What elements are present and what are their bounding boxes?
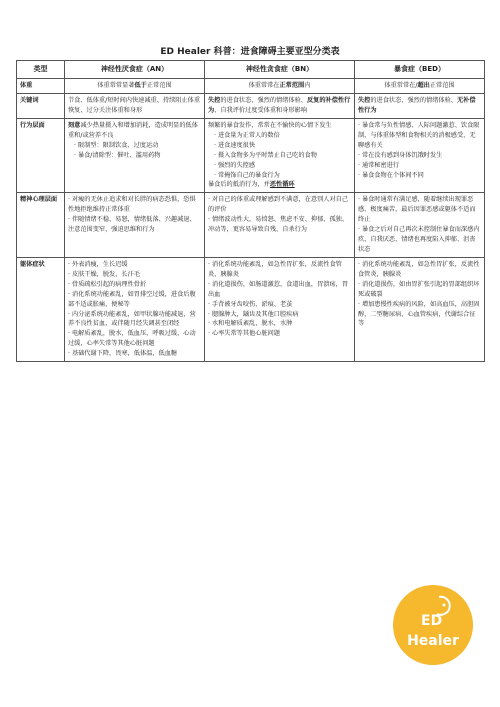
cell-mental-bn bbox=[205, 193, 355, 258]
list-item: · 情绪波动性大，易愤怒、焦虑不安、抑郁、孤独、冲动等，更容易导致自残、自杀行为 bbox=[208, 216, 349, 234]
list-item: · 暴食之后对自己再次未控制住暴食而深感内疚、自我厌恶，情绪也再度陷入抑郁、沮丧状态 bbox=[358, 226, 480, 254]
list-item: · 进食量为正常人的数倍 bbox=[214, 131, 280, 139]
header-an: 神经性厌食症（AN） bbox=[65, 61, 205, 79]
header-type: 类型 bbox=[17, 61, 65, 79]
cell-physical-bed bbox=[355, 257, 485, 361]
table-row-weight bbox=[17, 79, 485, 94]
table-row-behavior bbox=[17, 118, 485, 192]
cell-keywords-bed: 失控的进食状态、强烈的情绪体验、无补偿性行为 bbox=[355, 94, 485, 119]
table-row-physical bbox=[17, 257, 485, 361]
list-item: · 强烈的失控感 bbox=[214, 161, 256, 169]
list-item: · 消化系统功能紊乱，如胃排空过缓，进食后腹部不适或胀痛，便秘等 bbox=[68, 290, 196, 308]
ed-healer-logo bbox=[391, 583, 475, 667]
list-item: · 常在没有感到身体饥饿时发生 bbox=[358, 151, 443, 159]
page-title: ED Healer 科普：进食障碍主要亚型分类表 bbox=[160, 47, 340, 57]
cell-physical-an bbox=[65, 257, 205, 361]
list-item: · 骨质疏松引起的病理性骨折 bbox=[68, 280, 147, 288]
list-item: · 消化道损伤，如由胃扩张引起的胃部组织坏死或破裂 bbox=[358, 280, 480, 298]
list-item: · 暴食食物在个体间不同 bbox=[358, 171, 424, 179]
row-label-mental: 精神心理层面 bbox=[17, 193, 65, 258]
list-item: · 对瘦的无休止追求和对长胖的病态恐惧，恐惧性地拒绝维持正常体重 bbox=[68, 196, 196, 214]
cell-physical-bn bbox=[205, 257, 355, 361]
cell-behavior-bed bbox=[355, 118, 485, 192]
list-item: · 常掩饰自己的暴食行为 bbox=[214, 171, 280, 179]
list-item: · 外表消瘦，生长迟缓 bbox=[68, 260, 128, 268]
cell-weight-bed: 体重常常在/超出正常范围 bbox=[355, 79, 485, 94]
table-header-row bbox=[17, 61, 485, 79]
list-item: · 内分泌系统功能紊乱，如甲状腺功能减退，营养不良性贫血，或伴随月经失调甚至闭经 bbox=[68, 310, 196, 328]
list-item: · 暴食时通常有满足感，随着继续出现罪恶感、极度痛苦，最后因罪恶感或躯体不适而终止 bbox=[358, 196, 476, 224]
list-item: · 增加患慢性疾病的风险，如高血压，高胆固醇，二型糖尿病，心血管疾病，代谢综合征等 bbox=[358, 300, 480, 328]
cell-keywords-bn: 失控的进食状态、强烈的情绪体验、反复的补偿性行为、自我评价过度受体重和身形影响 bbox=[205, 94, 355, 119]
cell-mental-an bbox=[65, 193, 205, 258]
list-item: · 心率失常等其他心脏问题 bbox=[208, 330, 280, 338]
list-item: · 消化系统功能紊乱，如急性胃扩张，反流性食管炎，胰腺炎 bbox=[208, 260, 342, 278]
cell-behavior-bn: 频繁的暴食发作，常常在不愉快的心情下发生 · 进食量为正常人的数倍 · 进食速度很快 · 摄入食物多为平时禁止自己吃的食物 · 强烈的失控感 · 常掩饰自己的暴食行为 暴食后的抵消行为，并恶性循环 bbox=[205, 118, 355, 192]
cell-weight-an: 体重常常显著低于正常范围 bbox=[65, 79, 205, 94]
logo-text-line1: ED bbox=[421, 613, 443, 629]
list-item: · 进食速度很快 bbox=[214, 141, 256, 149]
row-label-behavior: 行为层面 bbox=[17, 118, 65, 192]
row-label-weight: 体重 bbox=[17, 79, 65, 94]
row-label-physical: 躯体症状 bbox=[17, 257, 65, 361]
table-row-keywords bbox=[17, 94, 485, 119]
header-bn: 神经性贪食症（BN） bbox=[205, 61, 355, 79]
list-item: · 对自己的体重或理解感到不满意，在意别人对自己的评价 bbox=[208, 196, 349, 214]
cell-mental-bed bbox=[355, 193, 485, 258]
list-item: · 消化系统功能紊乱，如急性胃扩张，反流性食管炎，胰腺炎 bbox=[358, 260, 480, 278]
list-item: · 摄入食物多为平时禁止自己吃的食物 bbox=[214, 151, 317, 159]
subtype-table bbox=[16, 60, 485, 362]
header-bed: 暴食症（BED） bbox=[355, 61, 485, 79]
list-item: · 暴食/清除型：催吐、滥用药物 bbox=[74, 151, 161, 159]
list-item: · 限制型：限制饮食、过度运动 bbox=[74, 141, 159, 149]
cell-behavior-an: 刻意减少热量摄入和增加消耗，造成明显的低体重和/或营养不良 · 限制型：限制饮食、过度运动 · 暴食/清除型：催吐、滥用药物 bbox=[65, 118, 205, 192]
logo-text-line2: Healer bbox=[407, 633, 459, 649]
list-item: · 电解质紊乱，脱水，低血压，呼吸过缓，心动过缓，心率失常等其他心脏问题 bbox=[68, 330, 196, 348]
list-item: · 暴食常与负性情感、人际问题激惹、饮食限制、与体重体型和食物相关的消极感受、无聊感有关 bbox=[358, 121, 480, 149]
list-item: · 通常秘密进行 bbox=[358, 161, 400, 169]
list-item: · 水和电解质紊乱，脱水，水肿 bbox=[208, 320, 293, 328]
list-item: · 手背被牙齿咬伤、淤痕、老茧 bbox=[208, 300, 293, 308]
row-label-keywords: 关键词 bbox=[17, 94, 65, 119]
list-item: · 皮肤干燥，脱发，长汗毛 bbox=[68, 270, 140, 278]
table-row-mental bbox=[17, 193, 485, 258]
cell-weight-bn: 体重常常在正常范围内 bbox=[205, 79, 355, 94]
list-item: · 腮腺肿大，龋齿及其他口腔疾病 bbox=[208, 310, 299, 318]
list-item: · 基础代谢下降，畏寒，低体温，低血糖 bbox=[68, 350, 178, 358]
list-item: · 伴随情绪不稳、易怒，情绪低落、兴趣减退、注意范围变窄，强迫思维和行为 bbox=[68, 216, 196, 234]
list-item: · 消化道损伤，如肠道激惹，食道出血，胃溃疡，胃出血 bbox=[208, 280, 349, 298]
cell-keywords-an: 节食、低体重/短时间内快速减重、持续阻止体重恢复、过分关注体重和身形 bbox=[65, 94, 205, 119]
